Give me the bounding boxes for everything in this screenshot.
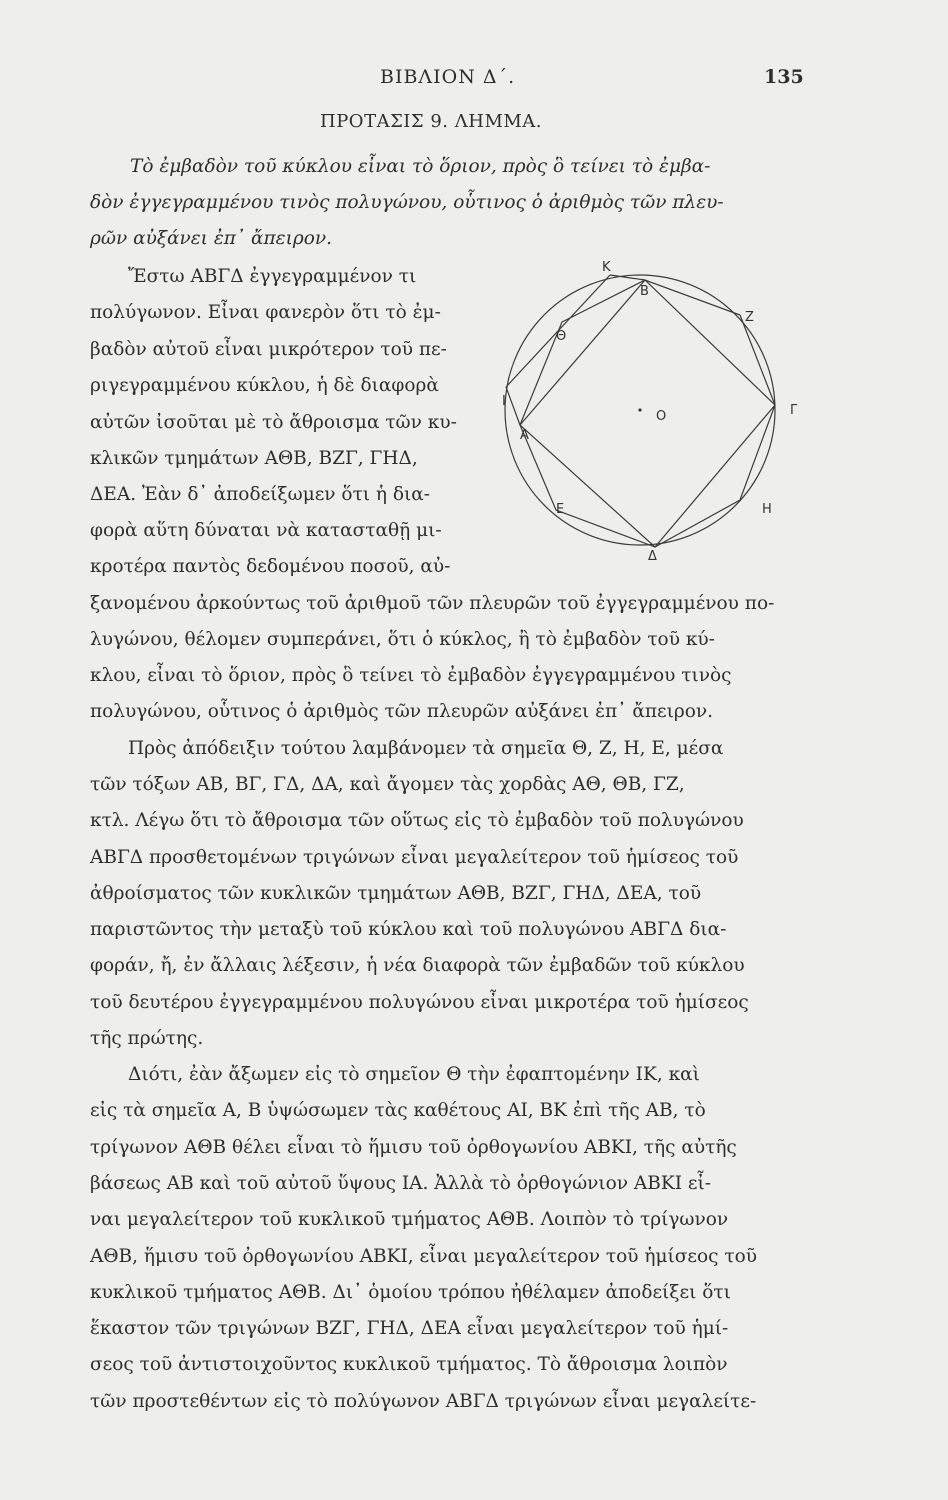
text-line-30: ναι μεγαλείτερον τοῦ κυκλικοῦ τμήματος ΑΘΒ. Λοιπὸν τὸ τρίγωνον xyxy=(90,1209,729,1230)
text-line-33: ἕκαστον τῶν τριγώνων ΒΖΓ, ΓΗΔ, ΔΕΑ εἶναι μεγαλείτερον τοῦ ἡμί- xyxy=(90,1318,729,1339)
text-line-23: φοράν, ἤ, ἐν ἄλλαις λέξεσιν, ἡ νέα διαφορὰ τῶν ἐμβαδῶν τοῦ κύκλου xyxy=(90,955,745,976)
text-line-8: αὐτῶν ἰσοῦται μὲ τὸ ἄθροισμα τῶν κυ- xyxy=(90,412,457,433)
label-I: I xyxy=(502,394,506,409)
text-line-6: βαδὸν αὐτοῦ εἶναι μικρότερον τοῦ πε- xyxy=(90,339,447,360)
text-line-9: κλικῶν τμημάτων ΑΘΒ, ΒΖΓ, ΓΗΔ, xyxy=(90,448,418,469)
text-line-27: εἰς τὰ σημεῖα Α, Β ὑψώσωμεν τὰς καθέτους ΑΙ, ΒΚ ἐπὶ τῆς ΑΒ, τὸ xyxy=(90,1100,706,1121)
text-line-12: κροτέρα παντὸς δεδομένου ποσοῦ, αὐ- xyxy=(90,556,451,577)
text-line-7: ριγεγραμμένου κύκλου, ἡ δὲ διαφορὰ xyxy=(90,375,439,396)
label-theta: Θ xyxy=(556,329,567,344)
center-point xyxy=(638,408,641,411)
text-line-5: πολύγωνον. Εἶναι φανερὸν ὅτι τὸ ἐμ- xyxy=(90,302,441,323)
text-line-17: Πρὸς ἀπόδειξιν τούτου λαμβάνομεν τὰ σημεῖα Θ, Ζ, Η, Ε, μέσα xyxy=(128,738,724,759)
text-line-22: παριστῶντος τὴν μεταξὺ τοῦ κύκλου καὶ τοῦ πολυγώνου ΑΒΓΔ δια- xyxy=(90,919,727,940)
text-line-29: βάσεως ΑΒ καὶ τοῦ αὐτοῦ ὕψους ΙΑ. Ἀλλὰ τὸ ὀρθογώνιον ΑΒΚΙ εἶ- xyxy=(90,1173,711,1194)
text-line-10: ΔΕΑ. Ἐὰν δ᾽ ἀποδείξωμεν ὅτι ἡ δια- xyxy=(90,484,431,505)
text-line-35: τῶν προστεθέντων εἰς τὸ πολύγωνον ΑΒΓΔ τριγώνων εἶναι μεγαλείτε- xyxy=(90,1391,757,1412)
text-line-28: τρίγωνον ΑΘΒ θέλει εἶναι τὸ ἥμισυ τοῦ ὀρθογωνίου ΑΒΚΙ, τῆς αὐτῆς xyxy=(90,1137,737,1158)
label-O: O xyxy=(656,409,667,424)
label-K: K xyxy=(602,260,611,275)
label-E: E xyxy=(556,502,565,517)
label-B: B xyxy=(640,284,649,299)
statement-line-3: ρῶν αὐξάνει ἐπ᾽ ἄπειρον. xyxy=(90,228,333,249)
label-A: A xyxy=(520,428,529,443)
geometry-figure xyxy=(490,255,820,575)
statement-line-1: Τὸ ἐμβαδὸν τοῦ κύκλου εἶναι τὸ ὅριον, πρὸς ὃ τείνει τὸ ἐμβα- xyxy=(130,156,711,177)
label-H: H xyxy=(762,502,772,517)
label-D: Δ xyxy=(648,549,657,564)
text-line-34: σεος τοῦ ἀντιστοιχοῦντος κυκλικοῦ τμήματος. Τὸ ἄθροισμα λοιπὸν xyxy=(90,1354,728,1375)
proposition-title: ΠΡΟΤΑΣΙΣ 9. ΛΗΜΜΑ. xyxy=(320,111,543,132)
label-Z: Z xyxy=(745,310,754,325)
text-line-21: ἀθροίσματος τῶν κυκλικῶν τμημάτων ΑΘΒ, ΒΖΓ, ΓΗΔ, ΔΕΑ, τοῦ xyxy=(90,883,702,904)
text-line-26: Διότι, ἐὰν ἄξωμεν εἰς τὸ σημεῖον Θ τὴν ἐφαπτομένην ΙΚ, καὶ xyxy=(128,1064,700,1085)
text-line-20: ΑΒΓΔ προσθετομένων τριγώνων εἶναι μεγαλείτερον τοῦ ἡμίσεος τοῦ xyxy=(90,847,739,868)
text-line-16: πολυγώνου, οὗτινος ὁ ἀριθμὸς τῶν πλευρῶν αὐξάνει ἐπ᾽ ἄπειρον. xyxy=(90,701,713,722)
statement-line-2: δὸν ἐγγεγραμμένου τινὸς πολυγώνου, οὗτινος ὁ ἀριθμὸς τῶν πλευ- xyxy=(90,192,724,213)
text-line-31: ΑΘΒ, ἥμισυ τοῦ ὀρθογωνίου ΑΒΚΙ, εἶναι μεγαλείτερον τοῦ ἡμίσεος τοῦ xyxy=(90,1246,758,1267)
text-line-32: κυκλικοῦ τμήματος ΑΘΒ. Δι᾽ ὁμοίου τρόπου ἠθέλαμεν ἀποδείξει ὅτι xyxy=(90,1282,731,1303)
text-line-11: φορὰ αὕτη δύναται νὰ κατασταθῇ μι- xyxy=(90,520,442,541)
text-line-25: τῆς πρώτης. xyxy=(90,1028,204,1049)
perpendicular-AI xyxy=(506,387,520,425)
text-line-24: τοῦ δευτέρου ἐγγεγραμμένου πολυγώνου εἶναι μικροτέρα τοῦ ἡμίσεος xyxy=(90,992,749,1013)
text-line-4: Ἔστω ΑΒΓΔ ἐγγεγραμμένον τι xyxy=(128,266,417,287)
text-line-14: λυγώνου, θέλομεν συμπεράνει, ὅτι ὁ κύκλος, ἢ τὸ ἐμβαδὸν τοῦ κύ- xyxy=(90,629,715,650)
text-line-13: ξανομένου ἀρκούντως τοῦ ἀριθμοῦ τῶν πλευρῶν τοῦ ἐγγεγραμμένου πο- xyxy=(90,593,775,614)
text-line-18: τῶν τόξων ΑΒ, ΒΓ, ΓΔ, ΔΑ, καὶ ἄγομεν τὰς χορδὰς ΑΘ, ΘΒ, ΓΖ, xyxy=(90,774,685,795)
text-line-19: κτλ. Λέγω ὅτι τὸ ἄθροισμα τῶν οὕτως εἰς τὸ ἐμβαδὸν τοῦ πολυγώνου xyxy=(90,810,744,831)
running-title: ΒΙΒΛΙΟΝ Δ΄. xyxy=(380,66,516,88)
text-line-15: κλου, εἶναι τὸ ὅριον, πρὸς ὃ τείνει τὸ ἐμβαδὸν ἐγγεγραμμένου τινὸς xyxy=(90,665,732,686)
page-number: 135 xyxy=(764,66,804,88)
label-G: Γ xyxy=(790,403,798,418)
